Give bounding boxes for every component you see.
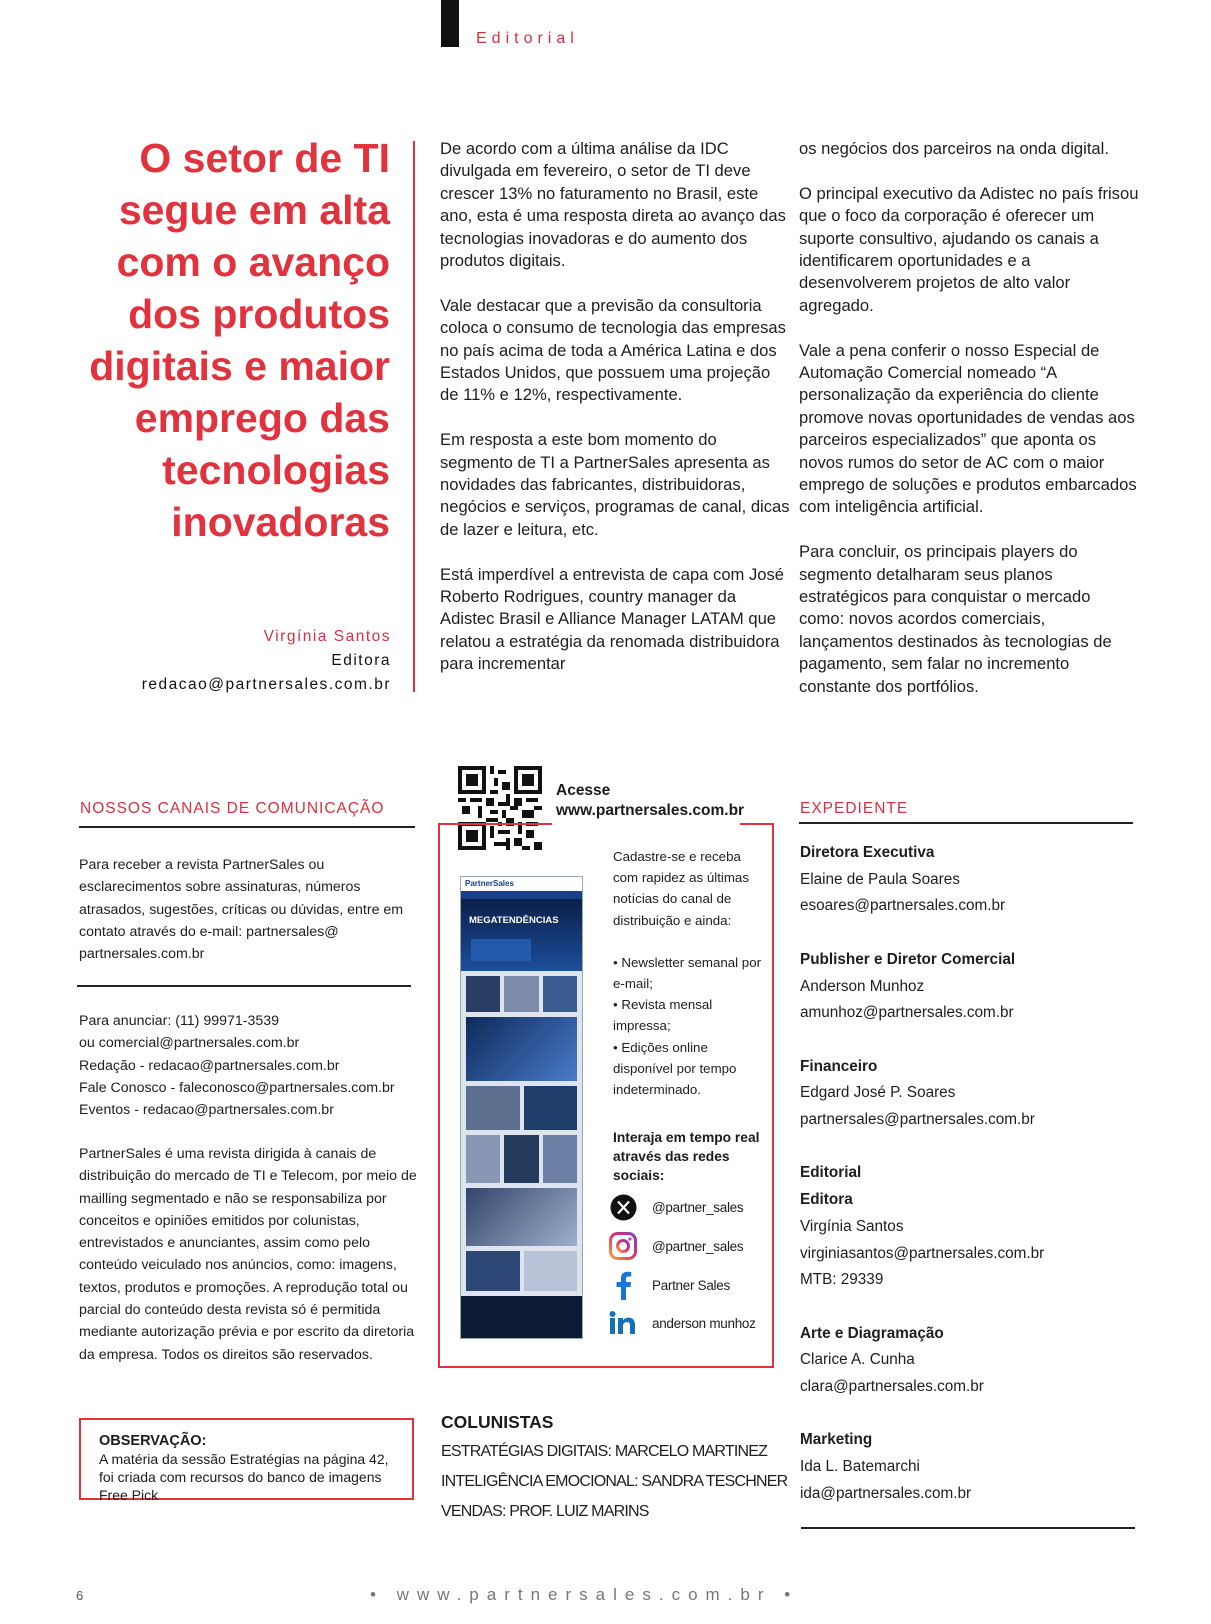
expediente-heading: Marketing [800, 1431, 873, 1449]
headline [50, 132, 390, 548]
expediente-heading: Arte e Diagramação [800, 1324, 944, 1342]
social-label: Partner Sales [652, 1277, 730, 1293]
headline-line: emprego das [134, 395, 390, 441]
promo-bullet: • Edições online disponível por tempo indeterminado. [613, 1039, 737, 1098]
signature [80, 625, 391, 697]
promo-interact: Interaja em tempo real através das redes sociais: [613, 1130, 760, 1183]
columnist-item: VENDAS: PROF. LUIZ MARINS [441, 1503, 649, 1520]
expediente-group [800, 1321, 1140, 1401]
mag-row [461, 971, 582, 1017]
channels-intro: Para receber a revista PartnerSales ou esclarecimentos sobre assinaturas, números atrasados, sugestões, críticas ou dúvidas, entre em contato através do e-mail: partnersales@ partnersales.com.br [79, 857, 404, 963]
section-label: Editorial [476, 30, 579, 47]
contact-line[interactable]: Fale Conosco - faleconosco@partnersales.com.br [79, 1079, 395, 1096]
expediente-heading: Editorial [800, 1164, 862, 1182]
observation-box [79, 1418, 414, 1503]
social-label: @partner_sales [652, 1199, 744, 1215]
channels-contacts [79, 1010, 419, 1121]
box-gap [552, 819, 740, 827]
expediente-registration: MTB: 29339 [800, 1271, 884, 1289]
contact-line[interactable]: Redação - redacao@partnersales.com.br [79, 1057, 340, 1074]
headline-line: segue em alta [118, 187, 390, 233]
mag-row [461, 1081, 582, 1135]
article-column-2 [799, 138, 1139, 721]
paragraph: Vale a pena conferir o nosso Especial de Automação Comercial nomeado “A personalização da experiência do cliente promove novas oportunidades de vendas aos parceiros especializados” que aponta os novos rumos do setor de AC com o maior emprego de soluções e produtos embarcados com inteligência artificial. [799, 340, 1137, 517]
expediente-group [800, 1427, 1140, 1507]
divider [799, 822, 1133, 824]
promo-bullet: • Newsletter semanal por e-mail; [613, 954, 762, 992]
observation-text: A matéria da sessão Estratégias na página 42, foi criada com recursos do banco de imagens Free Pick [99, 1451, 389, 1503]
expediente-person: Edgard José P. Soares [800, 1084, 956, 1102]
mag-image [471, 939, 531, 961]
mag-nav [461, 891, 582, 899]
mag-feature [466, 1017, 577, 1081]
expediente-email[interactable]: ida@partnersales.com.br [800, 1484, 972, 1502]
expediente-email[interactable]: virginiasantos@partnersales.com.br [800, 1244, 1045, 1262]
expediente-email[interactable]: clara@partnersales.com.br [800, 1378, 984, 1395]
mag-row [461, 1246, 582, 1296]
expediente-person: Clarice A. Cunha [800, 1351, 915, 1369]
paragraph: Está imperdível a entrevista de capa com José Roberto Rodrigues, country manager da Adistec Brasil e Alliance Manager LATAM que relatou a estratégia da renomada distribuidora para incrementar [440, 564, 785, 674]
promo-text [613, 846, 769, 1100]
author-name: Virgínia Santos [263, 628, 391, 645]
article-column-1 [440, 138, 790, 698]
paragraph: os negócios dos parceiros na onda digital. [799, 139, 1109, 158]
disclaimer: PartnerSales é uma revista dirigida à canais de distribuição do mercado de TI e Telecom, por meio de mailling segmentado e não se responsabiliza por conceitos e opiniões emitidos por colunistas, entrevistados e anunciantes, assim como pelo conteúdo veiculado nos anúncios, como: imagens, textos, produtos e promoções. A reprodução total ou parcial do conteúdo desta revista só é permitida mediante autorização prévia e por escrito da diretoria da empresa. Todos os direitos são reservados. [79, 1146, 417, 1363]
mag-headline: MEGATENDÊNCIAS [469, 915, 559, 926]
promo-intro: Cadastre-se e receba com rapidez as últimas notícias do canal de distribuição e ainda: [613, 849, 749, 928]
expediente-person: Virgínia Santos [800, 1217, 904, 1235]
mag-brand: PartnerSales [461, 877, 582, 891]
mag-footer [461, 1296, 582, 1339]
expediente-person: Ida L. Batemarchi [800, 1458, 920, 1476]
channels-title: NOSSOS CANAIS DE COMUNICAÇÃO [80, 800, 385, 817]
promo-bullet: • Revista mensal impressa; [613, 997, 713, 1034]
expediente-email[interactable]: esoares@partnersales.com.br [800, 897, 1006, 915]
contact-line[interactable]: ou comercial@partnersales.com.br [79, 1035, 300, 1052]
author-email[interactable]: redacao@partnersales.com.br [141, 676, 391, 693]
mag-row [461, 1135, 582, 1188]
expediente-heading: Financeiro [800, 1057, 878, 1075]
contact-line[interactable]: Eventos - redacao@partnersales.com.br [79, 1102, 334, 1119]
expediente-group [800, 1160, 1140, 1294]
expediente-email[interactable]: partnersales@partnersales.com.br [800, 1111, 1035, 1128]
paragraph: Em resposta a este bom momento do segmento de TI a PartnerSales apresenta as novidades das fabricantes, distribuidoras, negócios e serviços, programas de canal, dicas de lazer e leitura, etc. [440, 430, 790, 539]
magazine-thumbnail[interactable] [460, 876, 583, 1339]
columnist-item: ESTRATÉGIAS DIGITAIS: MARCELO MARTINEZ [441, 1443, 768, 1460]
social-label: @partner_sales [652, 1238, 744, 1254]
expediente-person: Anderson Munhoz [800, 977, 925, 995]
instagram-icon [608, 1231, 638, 1261]
contact-line: Para anunciar: (11) 99971-3539 [79, 1013, 280, 1029]
headline-line: tecnologias [162, 447, 390, 493]
expediente-person: Elaine de Paula Soares [800, 870, 960, 888]
divider [77, 985, 411, 987]
page-number: 6 [76, 1588, 84, 1603]
columnist-item: INTELIGÊNCIA EMOCIONAL: SANDRA TESCHNER [441, 1473, 788, 1490]
expediente-heading: Publisher e Diretor Comercial [800, 950, 1016, 968]
x-icon [608, 1192, 638, 1222]
paragraph: De acordo com a última análise da IDC divulgada em fevereiro, o setor de TI deve crescer 13% no faturamento no Brasil, este ano, esta é uma resposta direta ao avanço das tecnologias inovadoras e do aumento dos produtos digitais. [440, 139, 786, 271]
author-role: Editora [331, 652, 391, 669]
expediente-subheading: Editora [800, 1191, 853, 1209]
expediente-title: EXPEDIENTE [800, 800, 909, 817]
facebook-icon [608, 1270, 638, 1300]
expediente-heading: Diretora Executiva [800, 844, 935, 861]
site-url[interactable]: www.partnersales.com.br [556, 802, 745, 819]
header-bar [441, 0, 459, 47]
social-x[interactable] [608, 1192, 743, 1222]
social-facebook[interactable] [608, 1270, 730, 1300]
expediente-group [800, 947, 1140, 1027]
promo-access [556, 781, 744, 821]
mag-feature [466, 1188, 577, 1246]
expediente-group [800, 1054, 1140, 1134]
expediente-email[interactable]: amunhoz@partnersales.com.br [800, 1004, 1014, 1022]
headline-line: dos produtos [128, 291, 390, 337]
headline-line: O setor de TI [139, 135, 390, 181]
expediente-list [800, 840, 1140, 1508]
paragraph: Vale destacar que a previsão da consultoria coloca o consumo de tecnologia das empresas no país acima de toda a América Latina e dos Estados Unidos, que possuem uma projeção de 11% e 12%, respectivamente. [440, 295, 786, 405]
paragraph: O principal executivo da Adistec no país frisou que o foco da corporação é oferecer um suporte consultivo, ajudando os canais a identificarem oportunidades e a desenvolverem projetos de alto valor agregado. [799, 183, 1139, 315]
social-linkedin[interactable] [608, 1308, 756, 1338]
divider [79, 826, 415, 828]
access-label: Acesse [556, 782, 611, 799]
headline-line: inovadoras [171, 499, 390, 545]
paragraph: Para concluir, os principais players do segmento detalharam seus planos estratégicos para conquistar o mercado como: novos acordos comerciais, lançamentos destinados às tecnologias de pagamento, sem falar no incremento constante dos portfólios. [799, 542, 1112, 696]
divider [801, 1527, 1135, 1529]
social-instagram[interactable] [608, 1231, 743, 1261]
mag-hero [461, 899, 582, 971]
linkedin-icon [608, 1308, 638, 1338]
headline-line: com o avanço [116, 239, 390, 285]
observation-title: OBSERVAÇÃO: [99, 1433, 207, 1449]
columnists-title: COLUNISTAS [441, 1412, 554, 1432]
column-divider [413, 141, 415, 692]
footer-url[interactable]: • www.partnersales.com.br • [370, 1585, 799, 1604]
headline-line: digitais e maior [89, 343, 390, 389]
social-label: anderson munhoz [652, 1315, 756, 1331]
expediente-group [800, 840, 1140, 920]
